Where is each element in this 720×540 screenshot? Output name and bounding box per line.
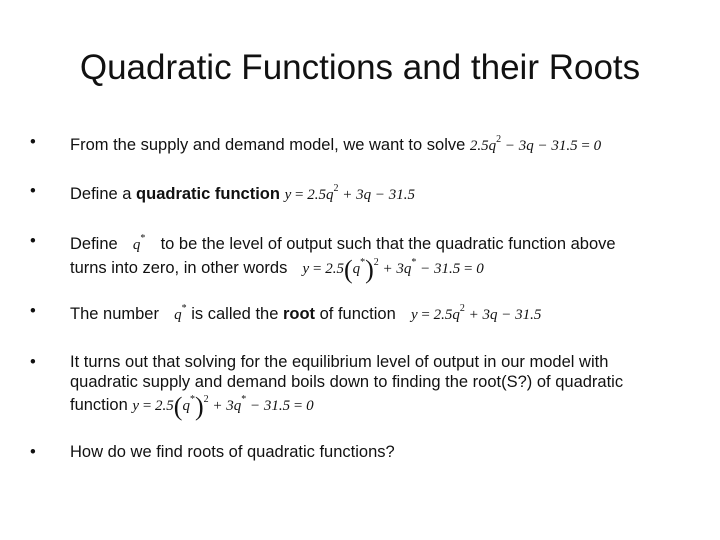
bullet-marker: • (30, 353, 36, 371)
bullet-marker: • (30, 232, 36, 250)
bullet-4-text-a: The number (70, 305, 159, 323)
bullet-5-line-3: function (70, 396, 128, 414)
bullet-marker: • (30, 443, 36, 461)
bullet-marker: • (30, 182, 36, 200)
equation-function: $y = 2.5q^2 + 3q - 31.5$ (410, 303, 542, 323)
bullet-2-text: Define a (70, 185, 137, 203)
slide-title: Quadratic Functions and their Roots (79, 48, 641, 87)
equation-root: $y = 2.5(q^*)^2 + 3q^* - 31.5 = 0$ (132, 392, 314, 421)
equation-solve: $2.5q^2 - 3q - 31.5 = 0$ (469, 134, 602, 154)
bullet-marker: • (30, 302, 36, 320)
equation-quadratic-function: $y = 2.5q^2 + 3q - 31.5$ (284, 183, 415, 203)
bullet-3-text-a: Define (70, 235, 118, 253)
bullet-3-text-c: turns into zero, in other words (70, 259, 288, 277)
bullet-3-text-b: to be the level of output such that the quadratic function above (160, 235, 616, 253)
q-star-symbol: q* (174, 303, 187, 323)
bullet-5-line-1: It turns out that solving for the equilibrium level of output in our model with (70, 353, 609, 371)
bullet-marker: • (30, 133, 36, 151)
bullet-4-text-b: is called the (191, 305, 283, 323)
bullet-1-text: From the supply and demand model, we want to solve (70, 136, 466, 154)
bullet-4-bold: root (282, 305, 316, 323)
bullet-6-text: How do we find roots of quadratic functions? (70, 443, 395, 461)
bullet-2-bold: quadratic function (136, 185, 280, 203)
equation-root: $y = 2.5(q^*)^2 + 3q^* - 31.5 = 0$ (302, 255, 484, 284)
bullet-5-line-2: quadratic supply and demand boils down to finding the root(S?) of quadratic (70, 373, 624, 391)
q-star-symbol: q* (132, 233, 146, 253)
bullet-4-text-c: of function (315, 305, 396, 323)
